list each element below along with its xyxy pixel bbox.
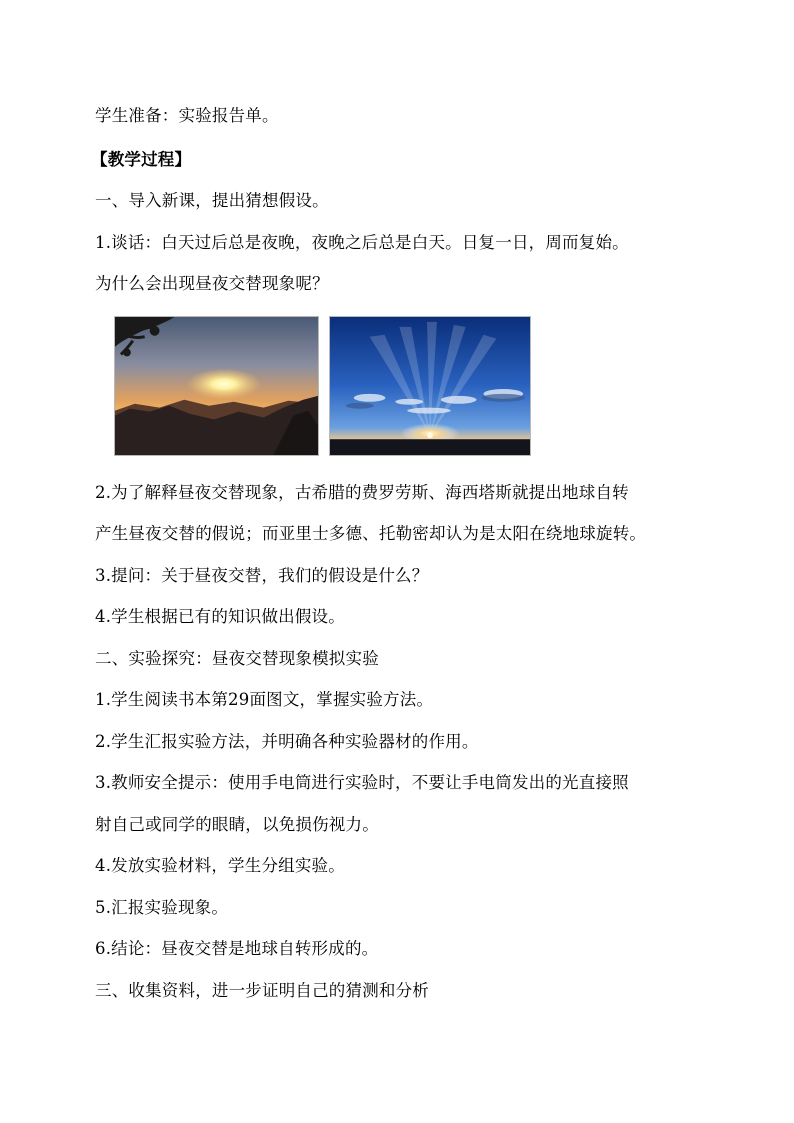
part-two-heading: 二、实验探究：昼夜交替现象模拟实验 xyxy=(95,649,379,668)
experiment-step-3-line-1: 3.教师安全提示：使用手电筒进行实验时，不要让手电筒发出的光直接照 xyxy=(95,773,629,792)
section-heading-teaching-process: 【教学过程】 xyxy=(91,150,192,169)
paragraph-1-line-1: 1.谈话：白天过后总是夜晚，夜晚之后总是白天。日复一日，周而复始。 xyxy=(95,233,629,252)
paragraph-2-line-2: 产生昼夜交替的假说；而亚里士多德、托勒密却认为是太阳在绕地球旋转。 xyxy=(95,524,647,543)
experiment-step-5: 5.汇报实验现象。 xyxy=(95,898,229,917)
sunrise-rays-photo xyxy=(329,316,531,456)
experiment-step-1: 1.学生阅读书本第29面图文，掌握实验方法。 xyxy=(95,690,434,709)
paragraph-1-line-2: 为什么会出现昼夜交替现象呢？ xyxy=(95,274,329,293)
paragraph-4: 4.学生根据已有的知识做出假设。 xyxy=(95,607,345,626)
experiment-step-6: 6.结论：昼夜交替是地球自转形成的。 xyxy=(95,939,379,958)
experiment-step-3-line-2: 射自己或同学的眼睛，以免损伤视力。 xyxy=(95,815,379,834)
part-three-heading: 三、收集资料，进一步证明自己的猜测和分析 xyxy=(95,981,429,1000)
paragraph-2-line-1: 2.为了解释昼夜交替现象，古希腊的费罗劳斯、海西塔斯就提出地球自转 xyxy=(95,483,629,502)
part-one-heading: 一、导入新课，提出猜想假设。 xyxy=(95,191,329,210)
sunset-mountain-photo xyxy=(114,316,319,456)
experiment-step-2: 2.学生汇报实验方法，并明确各种实验器材的作用。 xyxy=(95,732,479,751)
paragraph-3: 3.提问：关于昼夜交替，我们的假设是什么？ xyxy=(95,566,429,585)
student-preparation: 学生准备：实验报告单。 xyxy=(95,106,279,125)
experiment-step-4: 4.发放实验材料，学生分组实验。 xyxy=(95,856,345,875)
